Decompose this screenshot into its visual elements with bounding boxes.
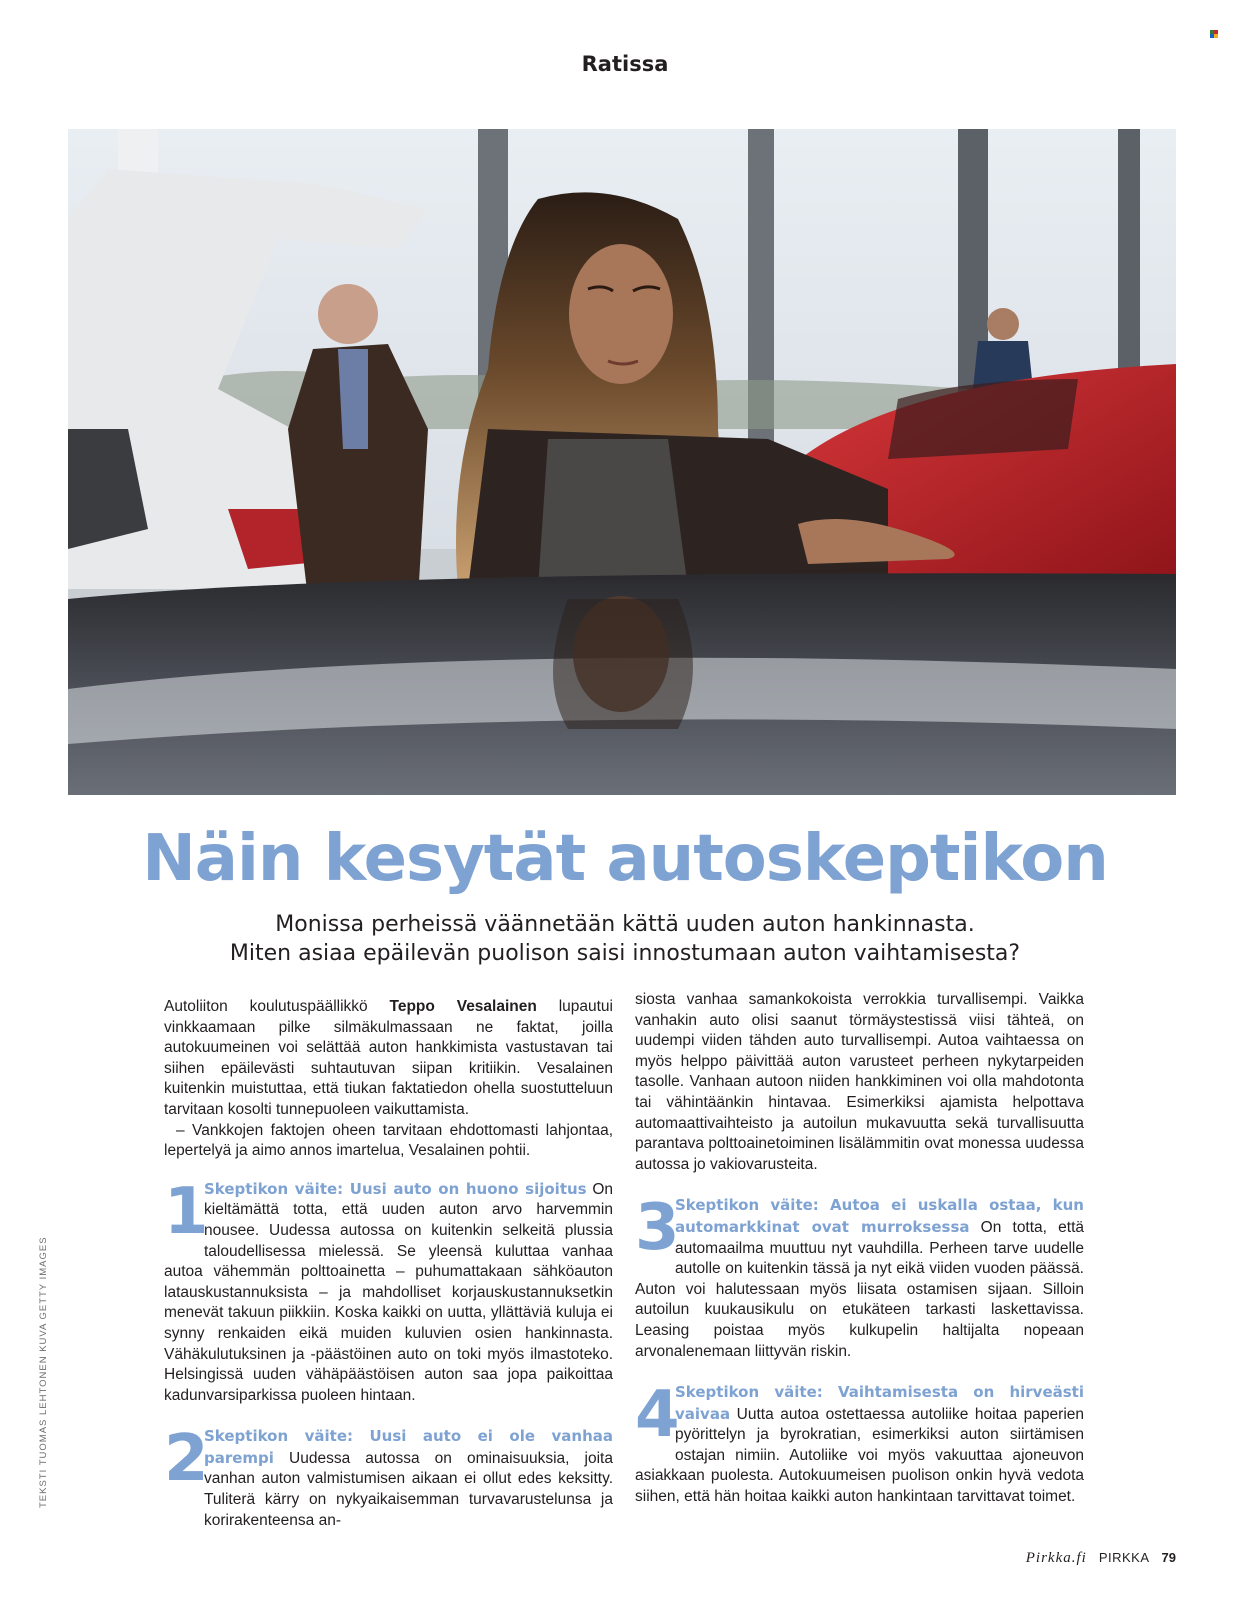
lead-line-2: Miten asiaa epäilevän puolison saisi innostumaan auton vaihtamisesta? — [229, 941, 1021, 966]
hero-photo — [68, 129, 1176, 795]
photo-credit: TEKSTI TUOMAS LEHTONEN KUVA GETTY IMAGES — [38, 1236, 49, 1508]
article-lead — [0, 910, 1250, 968]
claim-2-continued: siosta vanhaa samankokoista verrokkia turvallisempi. Vaikka vanhakin auto olisi saanut törmäystestissä viisi tähteä, on uudempi viiden tähden auto turvallisempi. Autoa vaihtaessa on myös helppo päivittää auton varusteet perheen nykytarpeiden tasolle. Vanhaan autoon niiden hankkiminen voi olla mahdotonta tai vähintäänkin hintavaa. Esimerkiksi ajamista helpottava automaattivaihteisto ja autoilun mukavuutta sekä turvallisuutta parantava polttoainetoiminen lisälämmitin ovat monessa uudessa autossa jo vakiovarusteita. — [635, 991, 1084, 1173]
claim-text: Uudessa autossa on ominaisuuksia, joita vanhan auton valmistumisen aikaan ei ollut edes keksitty. Tuliterä kärry on nykyaikaisemman turvavarustelunsa ja korirakenteensa an- — [204, 1449, 613, 1529]
claim-number: 1 — [164, 1174, 209, 1249]
section-label: Ratissa — [581, 52, 669, 76]
claim-heading: Skeptikon väite: Uusi auto on huono sijoitus — [204, 1179, 587, 1198]
intro-paragraph: Autoliiton koulutuspäällikkö Teppo Vesalainen lupautui vinkkaamaan pilke silmäkulmassaan ne faktat, joilla autokuumeinen voi selättää auton hankkimista vastustavan tai siihen epäilevästi suhtautuvan siipan kritiikin. Vesalainen kuitenkin muistuttaa, että tiukan faktatiedon ohella suostutteluun tarvitaan kosolti tunnepuoleen vaikuttamista. — [164, 998, 613, 1118]
claim-number: 3 — [635, 1191, 680, 1266]
quote-paragraph: – Vankkojen faktojen oheen tarvitaan ehdottomasti lahjontaa, lepertelyä ja aimo annos imartelua, Vesalainen pohtii. — [164, 1121, 613, 1160]
claim-text: On totta, että automaailma muuttuu nyt vauhdilla. Perheen tarve uudelle autolle on kuitenkin tässä ja nyt eikä viiden vuoden päässä. Auton voi halutessaan myös liisata ostamisen sijaan. Silloin autoilun kuukausikulu on etukäteen tarkasti laskettavissa. Leasing poistaa myös kulkupelin haltijalta nopeaan arvonalenemaan liittyvän riskin. — [635, 1218, 1084, 1360]
claim-text: Uutta autoa ostettaessa autoliike hoitaa paperien pyörittelyn ja byrokratian, esimerkiksi auton siirtämisen ostajan nimiin. Autoliike voi myös vakuuttaa ajoneuvon asiakkaan puolesta. Autokuumeisen puolison onkin hyvä vedota siihen, että hän hoitaa kaikki auton hankintaan tarvittavat toimet. — [635, 1405, 1084, 1506]
footer-website: Pirkka.fi — [1025, 1550, 1087, 1566]
claim-number: 2 — [164, 1422, 209, 1497]
page-number: 79 — [1161, 1550, 1176, 1565]
claim-1 — [164, 1174, 614, 1407]
page-footer — [1026, 1550, 1176, 1567]
claim-text: On kieltämättä totta, että uuden auton arvo harvemmin nousee. Uudessa autossa on kuitenkin selkeitä plussia taloudellisessa mielessä. Se yleensä kuluttaa vanhaa autoa vähemmän polttoainetta – puhumattakaan sähköauton latauskustannuksista – ja mahdolliset korjauskustannuksetkin menevät takuun piikkiin. Koska kaikki on uutta, yllättäviä kuluja ei synny renkaiden eikä muiden kuluvien osien hankinnasta. Vähäkulutuksinen ja -päästöinen auto on toki myös ilmastoteko. Helsingissä uuden vähäpäästöisen auton saa jopa paikoittaa kadunvarsiparkissa puoleen hintaan. — [164, 1180, 614, 1404]
text-column-right — [635, 990, 1084, 1508]
claim-3 — [635, 1191, 1084, 1362]
claim-2 — [164, 1422, 613, 1529]
claim-number: 4 — [635, 1378, 680, 1453]
lead-line-1: Monissa perheissä väännetään kättä uuden auton hankinnasta. — [275, 912, 975, 937]
text-column-left — [164, 997, 613, 1529]
claim-heading: Skeptikon väite: Uusi auto ei ole vanhaa parempi — [204, 1427, 613, 1467]
footer-magazine: PIRKKA — [1098, 1550, 1150, 1565]
print-registration-mark — [1210, 30, 1220, 40]
claim-heading: Skeptikon väite: Vaihtamisesta on hirveästi vaivaa — [675, 1383, 1084, 1423]
expert-name: Teppo Vesalainen — [389, 998, 537, 1015]
claim-4 — [635, 1378, 1084, 1508]
claim-heading: Skeptikon väite: Autoa ei uskalla ostaa, kun automarkkinat ovat murroksessa — [675, 1196, 1084, 1236]
article-title: Näin kesytät autoskeptikon — [142, 822, 1108, 896]
